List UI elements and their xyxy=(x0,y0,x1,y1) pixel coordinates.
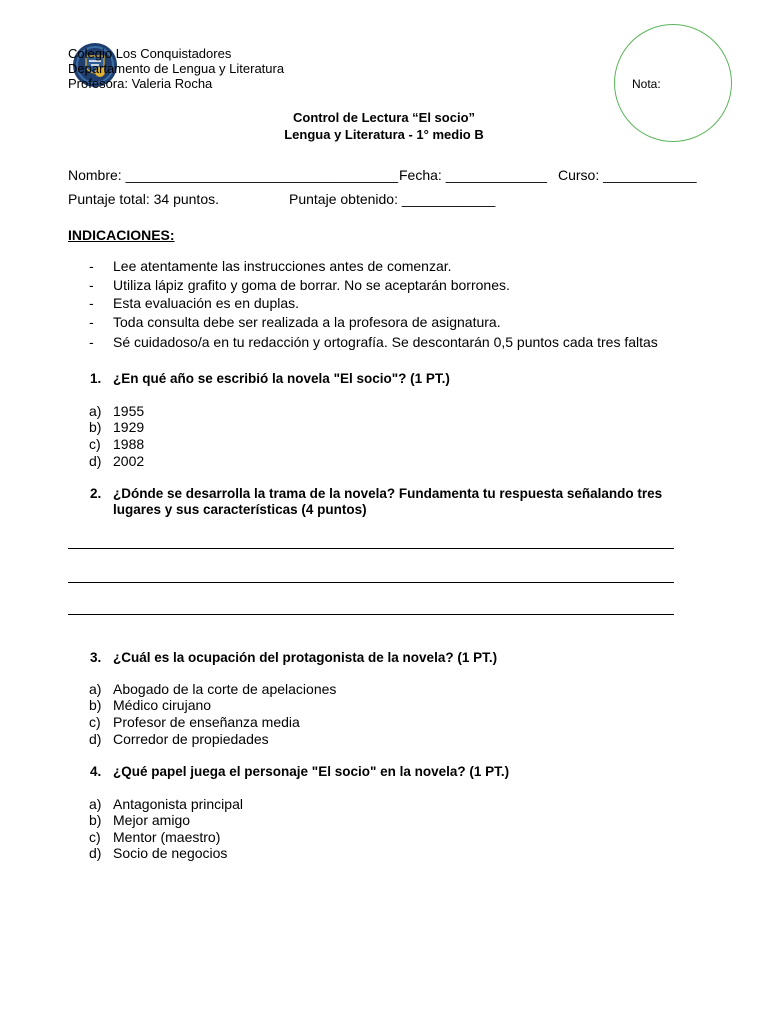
option-letter[interactable]: d) xyxy=(89,845,102,861)
instructions-heading: INDICACIONES: xyxy=(68,227,175,243)
option-text[interactable]: 1929 xyxy=(113,419,145,435)
instruction-item: Toda consulta debe ser realizada a la profesora de asignatura. xyxy=(113,314,501,330)
option-text[interactable]: Profesor de enseñanza media xyxy=(113,714,300,730)
option-letter[interactable]: c) xyxy=(89,436,101,452)
option-letter[interactable]: b) xyxy=(89,812,102,828)
bullet-dash: - xyxy=(89,314,94,330)
bullet-dash: - xyxy=(89,334,94,350)
option-letter[interactable]: c) xyxy=(89,714,101,730)
question-text-continued: lugares y sus características (4 puntos) xyxy=(113,502,367,517)
option-letter[interactable]: a) xyxy=(89,403,102,419)
option-text[interactable]: 2002 xyxy=(113,453,145,469)
date-field[interactable]: Fecha: _____________ xyxy=(399,167,547,183)
answer-line[interactable] xyxy=(68,582,674,583)
school-name: Colegio Los Conquistadores xyxy=(68,46,232,61)
question-text: ¿Dónde se desarrolla la trama de la novela? Fundamenta tu respuesta señalando tres xyxy=(113,486,663,501)
option-text[interactable]: 1955 xyxy=(113,403,145,419)
option-letter[interactable]: c) xyxy=(89,829,101,845)
grade-label: Nota: xyxy=(632,77,661,91)
answer-line[interactable] xyxy=(68,614,674,615)
bullet-dash: - xyxy=(89,277,94,293)
option-text[interactable]: 1988 xyxy=(113,436,145,452)
option-text[interactable]: Abogado de la corte de apelaciones xyxy=(113,681,337,697)
question-text: ¿En qué año se escribió la novela "El socio"? (1 PT.) xyxy=(113,371,450,386)
obtained-score-field[interactable]: Puntaje obtenido: ____________ xyxy=(289,191,496,207)
option-letter[interactable]: d) xyxy=(89,731,102,747)
answer-line[interactable] xyxy=(68,548,674,549)
name-field[interactable]: Nombre: ___________________________________ xyxy=(68,167,399,183)
option-letter[interactable]: a) xyxy=(89,681,102,697)
question-number: 4. xyxy=(90,764,102,779)
question-text: ¿Qué papel juega el personaje "El socio" en la novela? (1 PT.) xyxy=(113,764,510,779)
option-text[interactable]: Antagonista principal xyxy=(113,796,243,812)
option-letter[interactable]: a) xyxy=(89,796,102,812)
option-letter[interactable]: d) xyxy=(89,453,102,469)
option-letter[interactable]: b) xyxy=(89,419,102,435)
option-text[interactable]: Mejor amigo xyxy=(113,812,191,828)
question-number: 1. xyxy=(90,371,102,386)
option-text[interactable]: Mentor (maestro) xyxy=(113,829,221,845)
teacher-name: Profesora: Valeria Rocha xyxy=(68,76,213,91)
instruction-item: Utiliza lápiz grafito y goma de borrar. No se aceptarán borrones. xyxy=(113,277,510,293)
question-number: 2. xyxy=(90,486,102,501)
option-text[interactable]: Corredor de propiedades xyxy=(113,731,269,747)
course-field[interactable]: Curso: ____________ xyxy=(558,167,697,183)
question-number: 3. xyxy=(90,650,102,665)
option-text[interactable]: Médico cirujano xyxy=(113,697,212,713)
department-name: Departamento de Lengua y Literatura xyxy=(68,61,285,76)
bullet-dash: - xyxy=(89,295,94,311)
question-text: ¿Cuál es la ocupación del protagonista de la novela? (1 PT.) xyxy=(113,650,498,665)
total-score: Puntaje total: 34 puntos. xyxy=(68,191,219,207)
instruction-item: Esta evaluación es en duplas. xyxy=(113,295,300,311)
option-letter[interactable]: b) xyxy=(89,697,102,713)
bullet-dash: - xyxy=(89,258,94,274)
test-title: Control de Lectura “El socio” xyxy=(292,110,476,125)
option-text[interactable]: Socio de negocios xyxy=(113,845,228,861)
instruction-item: Lee atentamente las instrucciones antes de comenzar. xyxy=(113,258,452,274)
test-subtitle: Lengua y Literatura - 1° medio B xyxy=(284,127,484,142)
instruction-item: Sé cuidadoso/a en tu redacción y ortografía. Se descontarán 0,5 puntos cada tres faltas xyxy=(113,334,658,350)
